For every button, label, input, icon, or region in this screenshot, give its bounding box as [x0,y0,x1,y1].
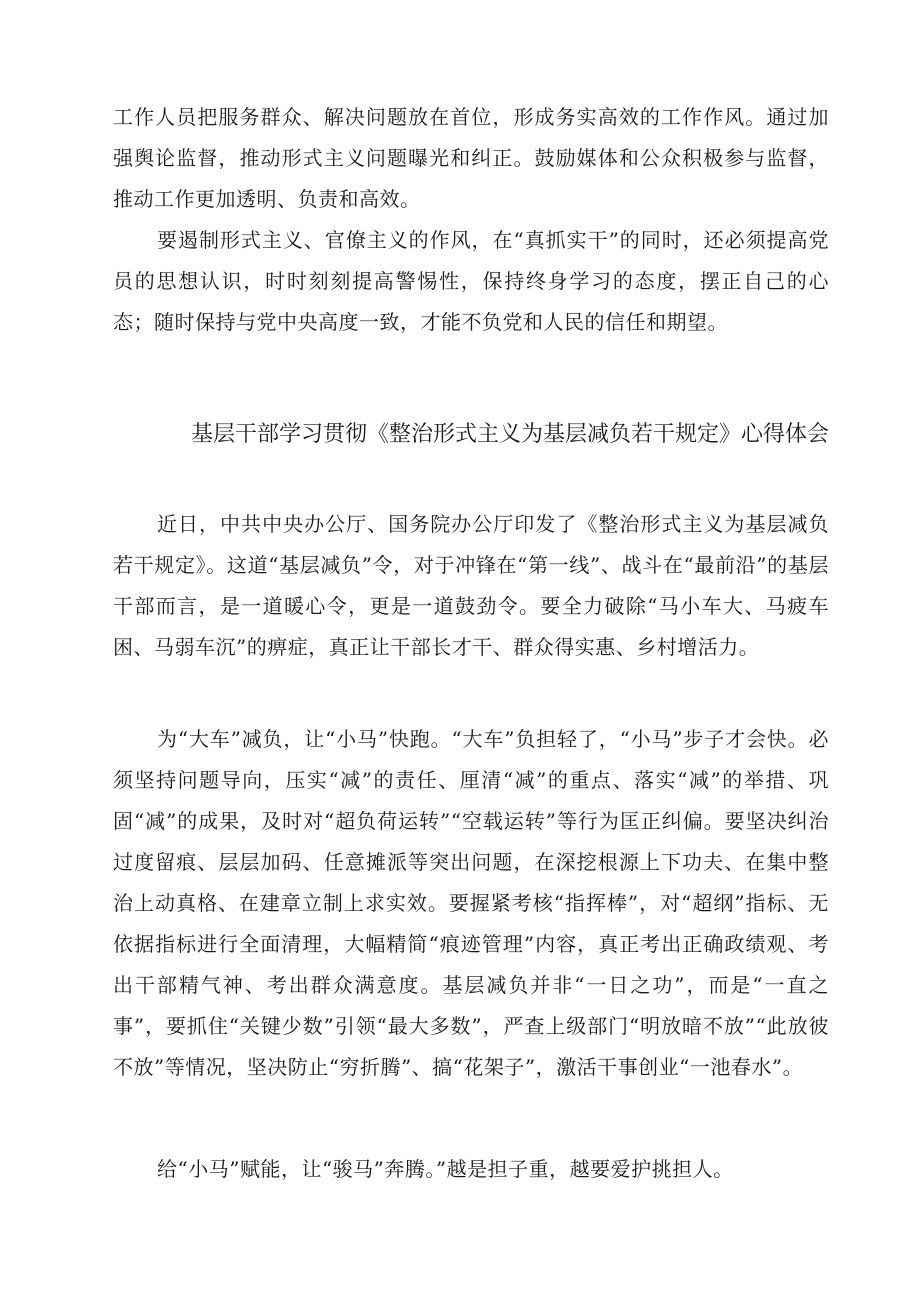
paragraph-continued: 工作人员把服务群众、解决问题放在首位，形成务实高效的工作作风。通过加强舆论监督，推动形式主义问题曝光和纠正。鼓励媒体和公众积极参与监督，推动工作更加透明、负责和高效。 [113,105,829,211]
paragraph: 为“大车”减负，让“小马”快跑。“大车”负担轻了，“小马”步子才会快。必须坚持问题导向，压实“减”的责任、厘清“减”的重点、落实“减”的举措、巩固“减”的成果，及时对“超负荷运转”“空载运转”等行为匡正纠偏。要坚决纠治过度留痕、层层加码、任意摊派等突出问题，在深挖根源上下功夫、在集中整治上动真格、在建章立制上求实效。要握紧考核“指挥棒”，对“超纲”指标、无依据指标进行全面清理，大幅精简“痕迹管理”内容，真正考出正确政绩观、考出干部精气神、考出群众满意度。基层减负并非“一日之功”，而是“一直之事”，要抓住“关键少数”引领“最大多数”，严查上级部门“明放暗不放”“此放彼不放”等情况，坚决防止“穷折腾”、搞“花架子”，激活干事创业“一池春水”。 [113,727,829,1079]
paragraph: 要遏制形式主义、官僚主义的作风，在“真抓实干”的同时，还必须提高党员的思想认识，时时刻刻提高警惕性，保持终身学习的态度，摆正自己的心态；随时保持与党中央高度一致，才能不负党和人民的信任和期望。 [113,228,829,334]
paragraph: 给“小马”赋能，让“骏马”奔腾。”越是担子重，越要爱护挑担人。 [157,1157,734,1181]
paragraph: 近日，中共中央办公厅、国务院办公厅印发了《整治形式主义为基层减负若干规定》。这道“基层减负”令，对于冲锋在“第一线”、战斗在“最前沿”的基层干部而言，是一道暖心令，更是一道鼓劲令。要全力破除“马小车大、马疲车困、马弱车沉”的痹症，真正让干部长才干、群众得实惠、乡村增活力。 [113,512,829,659]
article-title: 基层干部学习贯彻《整治形式主义为基层减负若干规定》心得体会 [190,422,829,447]
